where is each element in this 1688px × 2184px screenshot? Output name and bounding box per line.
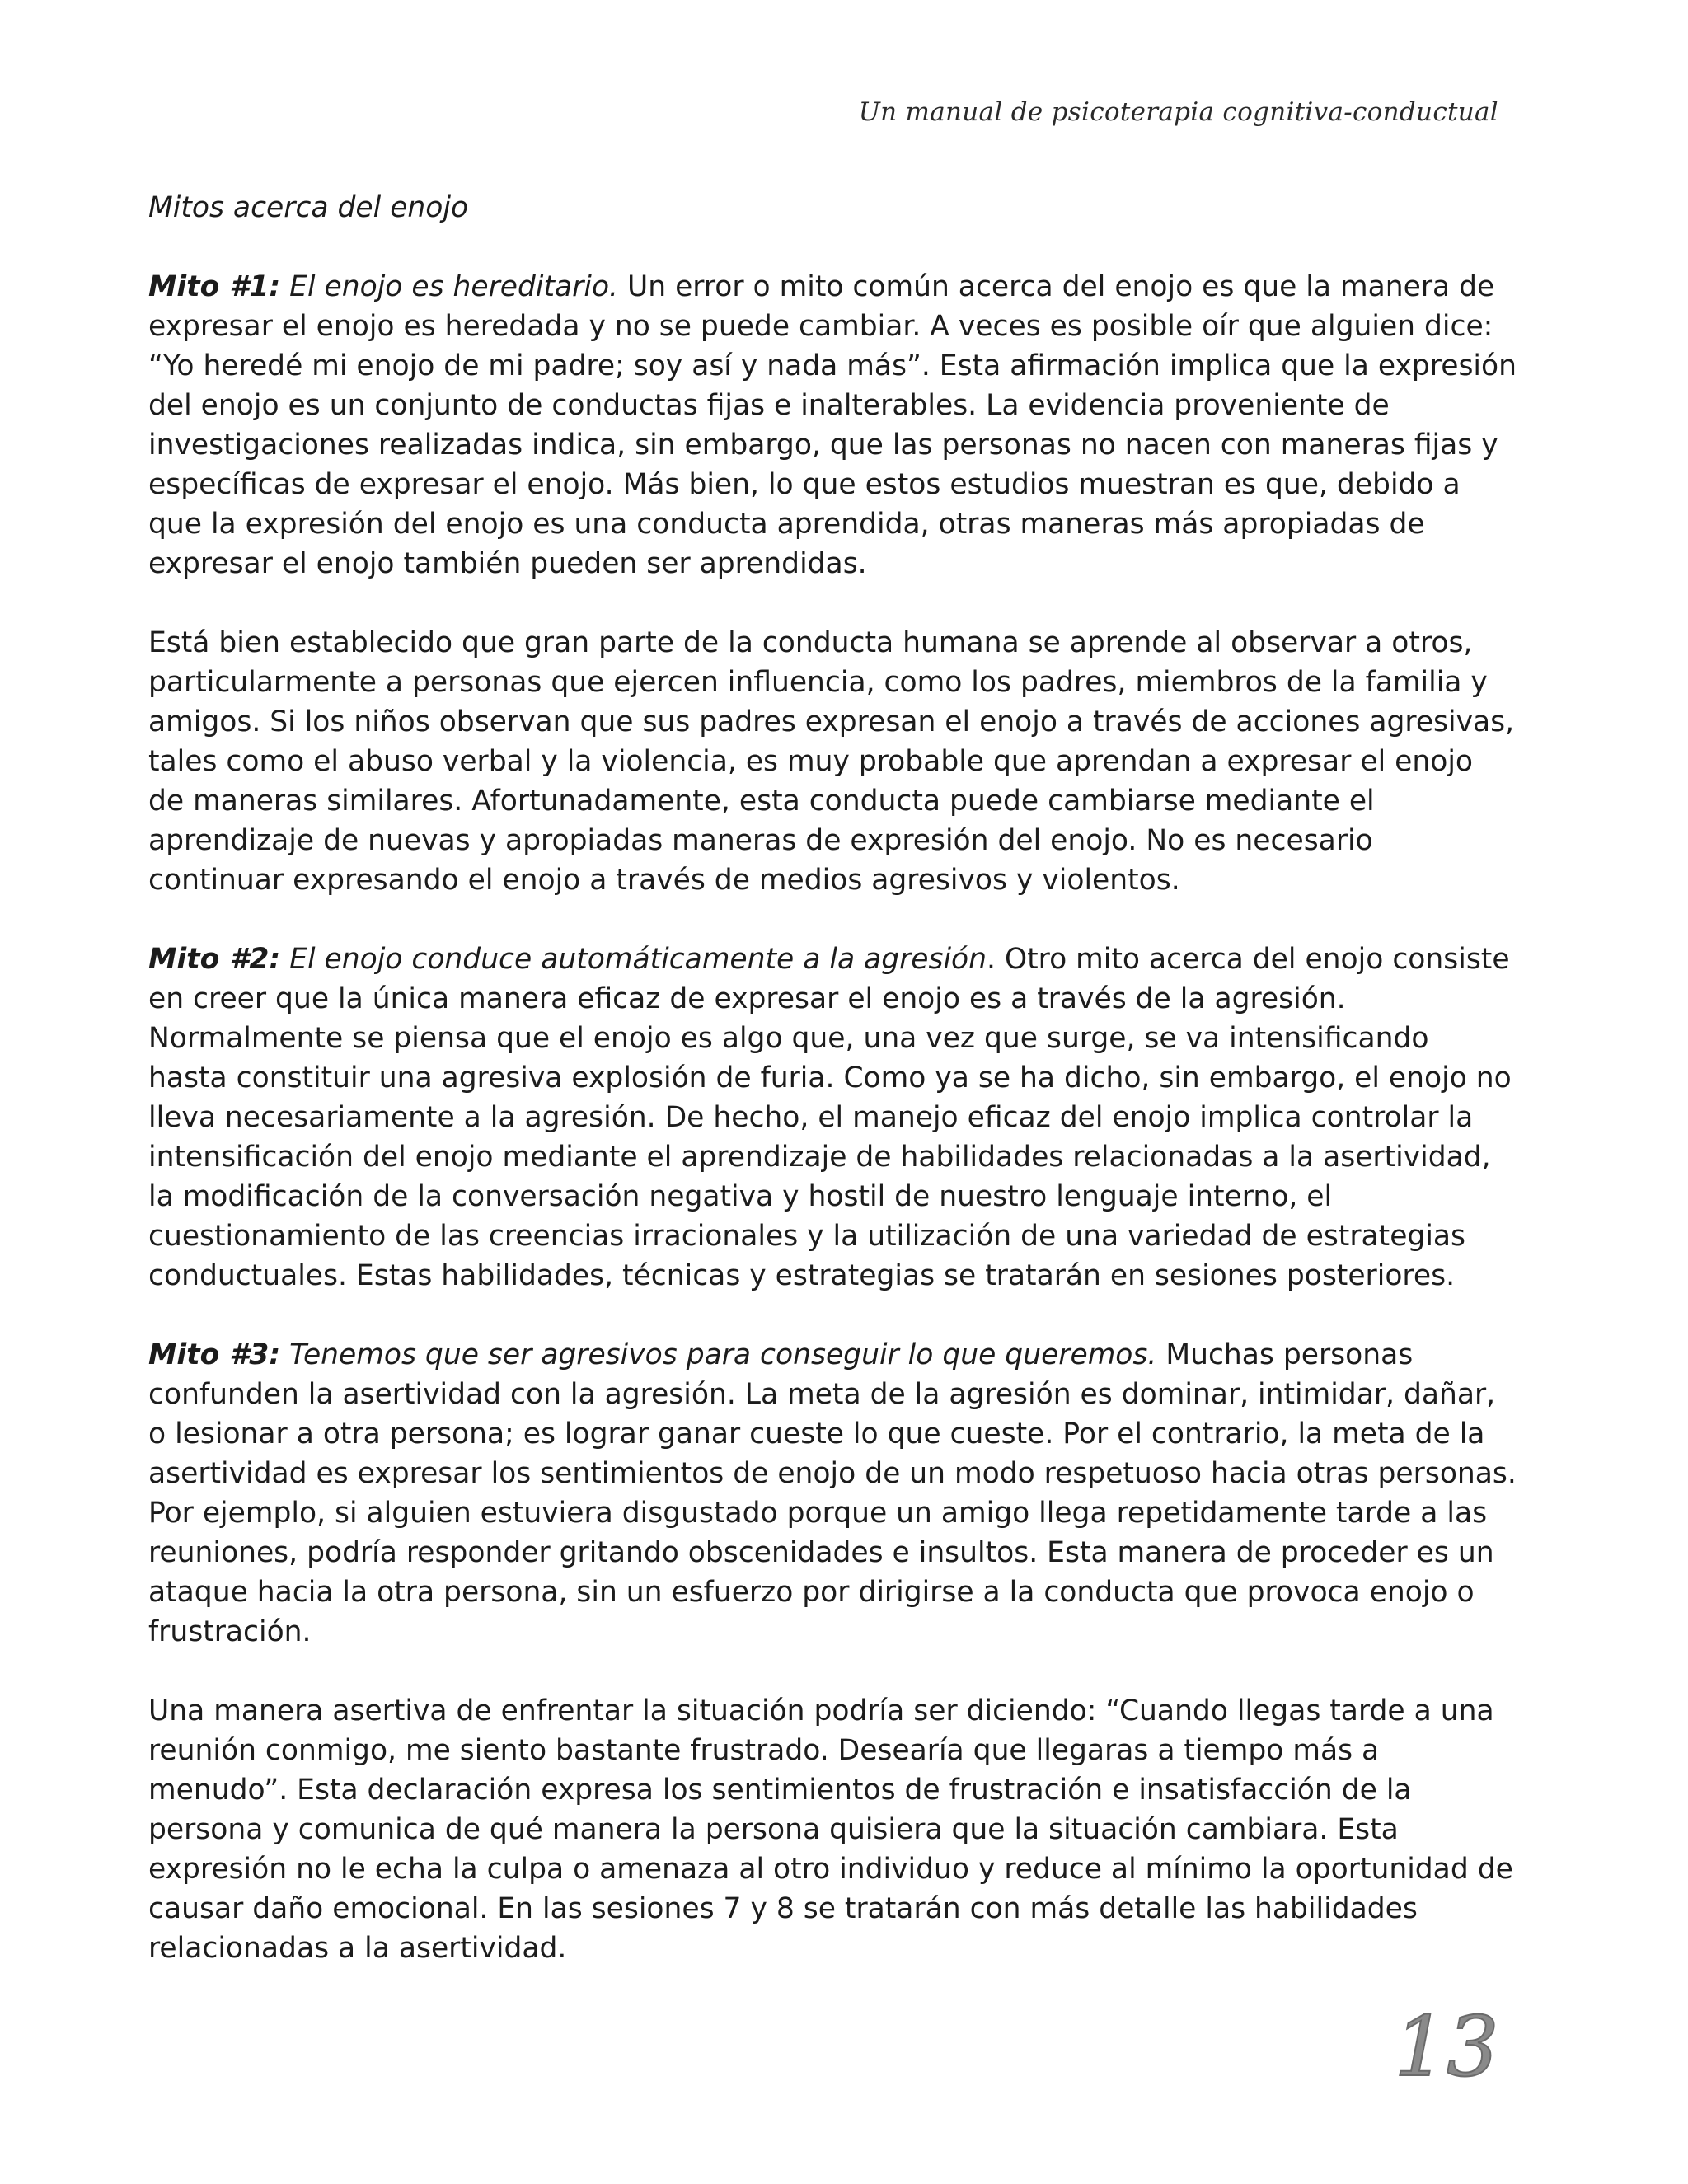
page-number xyxy=(1393,2003,1500,2093)
myth-1-title: El enojo es hereditario. xyxy=(289,270,619,303)
myth-2-paragraph xyxy=(148,940,1517,1296)
myth-2-text: . Otro mito acerca del enojo consiste en creer que la única manera eficaz de expresar el enojo es a través de la agresión. Normalmente se piensa que el enojo es algo que, una vez que surge, se va intensificando hasta constituir una agresiva explosión de furia. Como ya se ha dicho, sin embargo, el enojo no lleva necesariamente a la agresión. De hecho, el manejo eficaz del enojo implica controlar la intensificación del enojo mediante el aprendizaje de habilidades relacionadas a la asertividad, la modificación de la conversación negativa y hostil de nuestro lenguaje interno, el cuestionamiento de las creencias irracionales y la utilización de una variedad de estrategias conductuales. Estas habilidades, técnicas y estrategias se tratarán en sesiones posteriores. xyxy=(148,943,1512,1292)
page-number-text: 13 xyxy=(1394,2003,1499,2093)
page-content xyxy=(148,188,1517,2008)
myth-1-paragraph xyxy=(148,267,1517,583)
myth-3-label: Mito #3: xyxy=(148,1338,281,1371)
section-title: Mitos acerca del enojo xyxy=(148,191,469,224)
myth-3-title: Tenemos que ser agresivos para conseguir lo que queremos. xyxy=(289,1338,1157,1371)
observational-learning-paragraph: Está bien establecido que gran parte de la conducta humana se aprende al observar a otros, particularmente a personas que ejercen influencia, como los padres, miembros de la familia y amigos. Si los niños observan que sus padres expresan el enojo a través de acciones agresivas, tales como el abuso verbal y la violencia, es muy probable que aprendan a expresar el enojo de maneras similares. Afortunadamente, esta conducta puede cambiarse mediante el aprendizaje de nuevas y apropiadas maneras de expresión del enojo. No es necesario continuar expresando el enojo a través de medios agresivos y violentos. xyxy=(148,626,1515,897)
myth-2-label: Mito #2: xyxy=(148,943,281,976)
myth-1-label: Mito #1: xyxy=(148,270,281,303)
myth-2-title: El enojo conduce automáticamente a la agresión xyxy=(289,943,987,976)
myth-1-text: Un error o mito común acerca del enojo es que la manera de expresar el enojo es heredada y no se puede cambiar. A veces es posible oír que alguien dice: “Yo heredé mi enojo de mi padre; soy así y nada más”. Esta afirmación implica que la expresión del enojo es un conjunto de conductas fijas e inalterables. La evidencia proveniente de investigaciones realizadas indica, sin embargo, que las personas no nacen con maneras fijas y específicas de expresar el enojo. Más bien, lo que estos estudios muestran es que, debido a que la expresión del enojo es una conducta aprendida, otras maneras más apropiadas de expresar el enojo también pueden ser aprendidas. xyxy=(148,270,1517,580)
myth-3-paragraph xyxy=(148,1335,1517,1652)
assertive-example-paragraph: Una manera asertiva de enfrentar la situación podría ser diciendo: “Cuando llegas tarde a una reunión conmigo, me siento bastante frustrado. Desearía que llegaras a tiempo más a menudo”. Esta declaración expresa los sentimientos de frustración e insatisfacción de la persona y comunica de qué manera la persona quisiera que la situación cambiara. Esta expresión no le echa la culpa o amenaza al otro individuo y reduce al mínimo la oportunidad de causar daño emocional. En las sesiones 7 y 8 se tratarán con más detalle las habilidades relacionadas a la asertividad. xyxy=(148,1694,1513,1965)
myth-3-text: Muchas personas confunden la asertividad con la agresión. La meta de la agresión es dominar, intimidar, dañar, o lesionar a otra persona; es lograr ganar cueste lo que cueste. Por el contrario, la meta de la asertividad es expresar los sentimientos de enojo de un modo respetuoso hacia otras personas. Por ejemplo, si alguien estuviera disgustado porque un amigo llega repetidamente tarde a las reuniones, podría responder gritando obscenidades e insultos. Esta manera de proceder es un ataque hacia la otra persona, sin un esfuerzo por dirigirse a la conducta que provoca enojo o frustración. xyxy=(148,1338,1517,1648)
running-header: Un manual de psicoterapia cognitiva-conductual xyxy=(858,97,1498,127)
